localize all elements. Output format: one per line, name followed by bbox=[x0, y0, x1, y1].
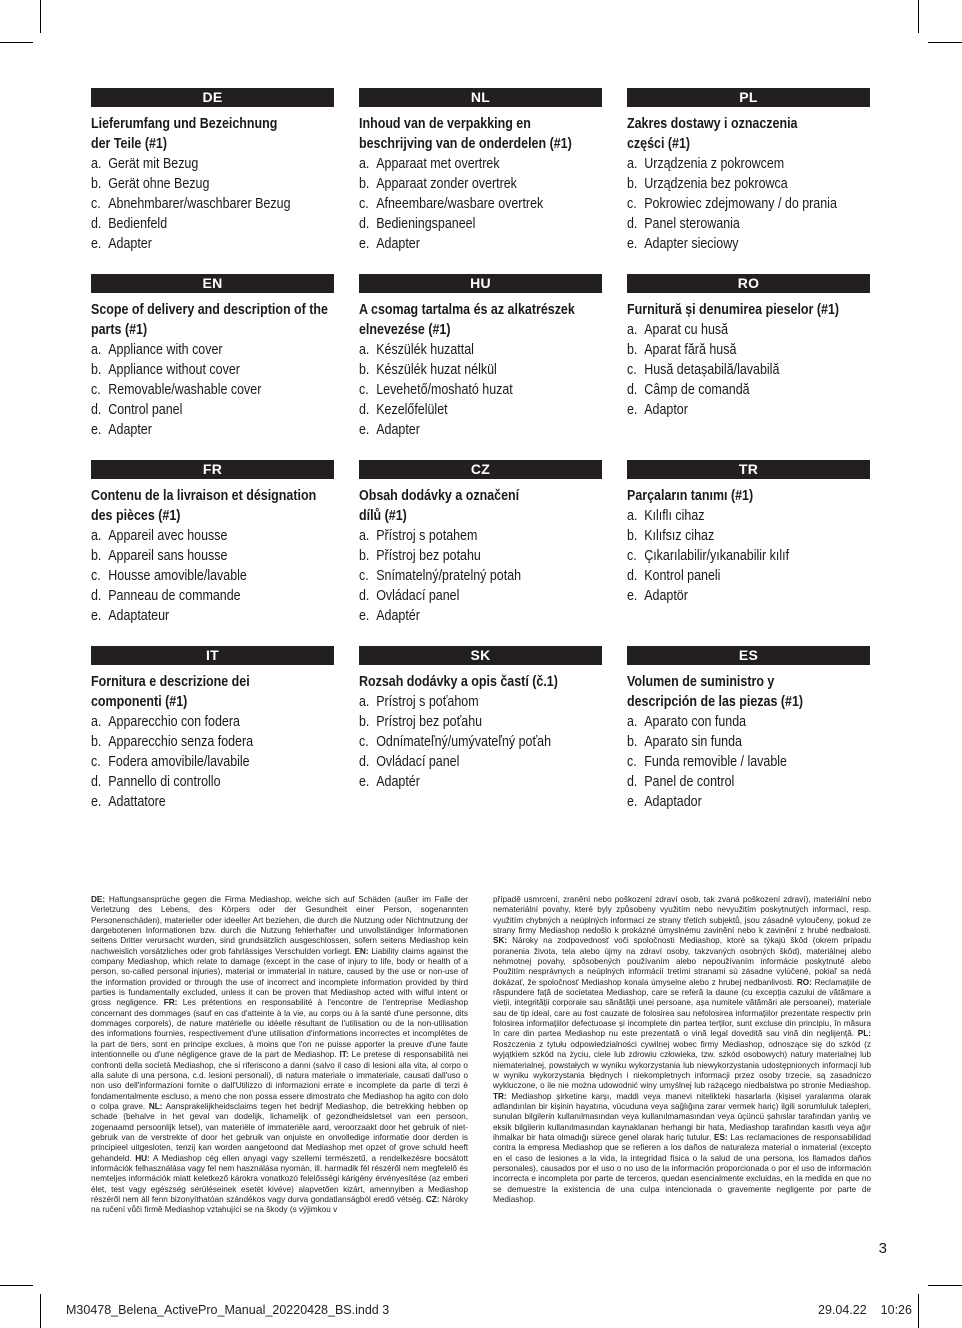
item-letter: d. bbox=[359, 588, 370, 604]
item-text: Abnehmbarer/waschbarer Bezug bbox=[108, 196, 291, 212]
parts-list bbox=[359, 154, 602, 254]
list-item bbox=[627, 360, 869, 380]
legal-lang-code: FR: bbox=[163, 998, 178, 1008]
section-title bbox=[627, 672, 869, 712]
list-item bbox=[91, 194, 333, 214]
list-item bbox=[91, 214, 333, 234]
item-letter: c. bbox=[359, 568, 369, 584]
item-text: Adaptateur bbox=[108, 608, 170, 624]
list-item bbox=[91, 360, 333, 380]
list-item bbox=[627, 752, 869, 772]
language-sections-grid bbox=[91, 88, 871, 832]
item-text: Snímatelný/pratelný potah bbox=[376, 568, 522, 584]
item-text: Aparat cu husă bbox=[644, 322, 729, 338]
item-text: Adapter bbox=[376, 422, 420, 438]
item-letter: e. bbox=[359, 236, 370, 252]
item-text: Apparaat zonder overtrek bbox=[376, 176, 517, 192]
item-letter: c. bbox=[91, 196, 101, 212]
section-nl bbox=[359, 88, 602, 274]
list-item bbox=[91, 420, 333, 440]
section-title-line: Rozsah dodávky a opis častí (č.1) bbox=[359, 674, 558, 690]
section-title bbox=[91, 672, 333, 712]
section-en bbox=[91, 274, 334, 460]
section-title bbox=[359, 486, 601, 526]
section-title bbox=[627, 300, 869, 320]
list-item bbox=[627, 772, 869, 792]
list-item bbox=[627, 586, 869, 606]
list-item bbox=[627, 174, 869, 194]
item-text: Control panel bbox=[108, 402, 183, 418]
item-text: Removable/washable cover bbox=[108, 382, 262, 398]
section-de bbox=[91, 88, 334, 274]
list-item bbox=[359, 526, 601, 546]
legal-lang-code: PL: bbox=[857, 1029, 871, 1039]
item-letter: d. bbox=[627, 382, 638, 398]
item-letter: a. bbox=[91, 528, 102, 544]
item-text: Adaptér bbox=[376, 608, 420, 624]
list-item bbox=[359, 712, 601, 732]
item-letter: e. bbox=[627, 588, 638, 604]
item-text: Husă detașabilă/lavabilă bbox=[644, 362, 780, 378]
list-item bbox=[359, 214, 601, 234]
item-letter: e. bbox=[91, 794, 102, 810]
item-letter: b. bbox=[627, 342, 638, 358]
item-letter: c. bbox=[627, 754, 637, 770]
item-text: Gerät mit Bezug bbox=[108, 156, 199, 172]
language-header: FR bbox=[91, 460, 334, 479]
parts-list bbox=[91, 526, 334, 626]
item-letter: a. bbox=[91, 342, 102, 358]
footer-timestamp bbox=[818, 1303, 912, 1317]
language-header: DE bbox=[91, 88, 334, 107]
item-text: Çıkarılabilir/yıkanabilir kılıf bbox=[644, 548, 790, 564]
list-item bbox=[91, 566, 333, 586]
item-letter: a. bbox=[359, 694, 370, 710]
item-text: Kezelőfelület bbox=[376, 402, 448, 418]
legal-text: Las reclamaciones de responsabilidad contra la empresa Mediashop que se refieren a los daños de naturaleza material o inmaterial (excepto en el caso de lesiones a la vida, la integridad física o la salud de una persona, los llamados daños personales), causados por el uso o no uso de la información proporcionada o por el uso de información incorrecta e incompleta por parte de terceros, quedan esencialmente excluidas, en la medida en que no se demuestre la existencia de una culpa intencionada o gravemente negligente por parte de Mediashop. bbox=[493, 1132, 871, 1204]
list-item bbox=[627, 566, 869, 586]
item-text: Appliance with cover bbox=[108, 342, 223, 358]
parts-list bbox=[359, 340, 602, 440]
list-item bbox=[91, 732, 333, 752]
legal-text: případě usmrcení, zranění nebo poškození zdraví osob, tak zvaná poškození zdraví), materiální nebo nemateriální povahy, které byly způsobeny využitím nebo nevyužitím poskytnutých informací, resp. využitím chybných a neúplných informací ze strany třetích subjektů, jsou zásadně vyloučeny, pokud ze strany firmy Mediashop nedošlo k prokázné úmyslnému zavinění nebo k zavinění z hrubé nedbalosti. bbox=[493, 895, 871, 936]
parts-list bbox=[359, 526, 602, 626]
list-item bbox=[627, 732, 869, 752]
legal-lang-code: EN: bbox=[354, 946, 369, 956]
section-title-line: Furnitură și denumirea pieselor (#1) bbox=[627, 302, 840, 318]
section-title-line: Scope of delivery and description of the bbox=[91, 302, 328, 318]
legal-lang-code: HU: bbox=[135, 1153, 150, 1163]
item-text: Appareil avec housse bbox=[108, 528, 228, 544]
legal-lang-code: SK: bbox=[493, 936, 508, 946]
item-text: Aparat fără husă bbox=[644, 342, 737, 358]
parts-list bbox=[627, 154, 870, 254]
parts-list bbox=[627, 320, 870, 420]
item-text: Prístroj bez poťahu bbox=[376, 714, 483, 730]
crop-mark-top-left-h bbox=[0, 42, 33, 43]
legal-text: Le pretese di responsabilità nei confronti della società Mediashop, che si riferiscono a danni (salvo il caso di lesioni alla vita, al corpo o alla salute di una persona, c.d. lesioni personali), di natura materiale o immateriale, causati dall'uso o non uso dell'informazioni fornite o dall'Utilizzo di informazioni errate e incomplete da parte di terzi è fondamentalmente escluso, a meno che non possa essere dimostrato che Mediashop ha agito con dolo o colpa grave. bbox=[91, 1050, 468, 1111]
item-letter: c. bbox=[91, 754, 101, 770]
crop-mark-bottom-right-v bbox=[918, 1294, 919, 1328]
item-text: Adaptador bbox=[644, 794, 702, 810]
section-title-line: der Teile (#1) bbox=[91, 136, 168, 152]
section-title-line: beschrijving van de onderdelen (#1) bbox=[359, 136, 572, 152]
legal-text: Nároky na zodpovednosť voči spoločnosti Mediashop, ktoré sa týkajú škôd (okrem prípadu poranenia života, tela alebo újmy na zdraví osoby, takzvaných osobných škôd), materiálnej alebo nehmotnej povahy, spôsobených používaním alebo nepoužívaním informácie poskytnuté alebo Použitím nesprávnych a neúplných informácií tretími stranami sú zásadne vylúčené, pokiaľ sa nedá dokázať, že spoločnosť Mediashop konala úmyselne alebo z hrubej nedbanlivosti. bbox=[493, 936, 871, 987]
item-letter: c. bbox=[359, 196, 369, 212]
legal-lang-code: RO: bbox=[796, 977, 812, 987]
item-letter: b. bbox=[91, 176, 102, 192]
legal-text: Reclamațiile de răspundere față de societatea Mediashop, care se referă la daune (cu excepția cazului de vătămare a vieții, integrității corporale sau sănătății unei persoane, așa numitele vătămări ale persoanei), materiale sau de tip ideal, care au fost cauzate de folosirea sau nefolosirea informațiilor prezentate respectiv prin folosirea informațiilor defectuoase și incomplete din partea terților, sunt excluse din principiu, în măsura în care din partea Mediashop nu este prezentată o vină legal dovedită sau vină din neglijență. bbox=[493, 977, 872, 1039]
section-title-line: Zakres dostawy i oznaczenia bbox=[627, 116, 798, 132]
item-letter: d. bbox=[91, 216, 102, 232]
item-letter: d. bbox=[627, 774, 638, 790]
list-item bbox=[359, 174, 601, 194]
crop-mark-bottom-right-h bbox=[928, 1285, 962, 1286]
item-letter: a. bbox=[91, 714, 102, 730]
item-text: Kılıfsız cihaz bbox=[644, 528, 715, 544]
list-item bbox=[627, 712, 869, 732]
list-item bbox=[627, 320, 869, 340]
section-title bbox=[627, 114, 869, 154]
item-letter: b. bbox=[627, 176, 638, 192]
legal-disclaimer-left bbox=[91, 895, 468, 1216]
item-letter: b. bbox=[359, 714, 370, 730]
list-item bbox=[627, 234, 869, 254]
legal-text: Haftungsansprüche gegen die Firma Mediashop, welche sich auf Schäden (außer im Falle der Verletzung des Lebens, des Körpers oder der Gesundheit einer Person, sogenannten Personenschäden), materieller oder ideeller Art beziehen, die durch die Nutzung oder Nichtnutzung der dargebotenen Informationen bzw. durch die Nutzung fehlerhafter und unvollständiger Informationen seitens Dritter verursacht wurden, sind grundsätzlich ausgeschlossen, sofern seitens Mediashop kein nachweislich vorsätzliches oder grob fahrlässiges Verschulden vorliegt. bbox=[91, 895, 468, 956]
legal-text: Aansprakelijkheidsclaims tegen het bedrijf Mediashop, die betrekking hebben op schade (behalve in het geval van dodelijk, lichamelijk of gezondheidsletsel van een persoon, zogenaamd persoonlijk letsel), van materiële of immateriële aard, veroorzaakt door het gebruik of niet-gebruik van de verstrekte of door het gebruik van onjuiste en onvolledige informatie door derden is principieel uitgesloten, tenzij kan worden aangetoond dat Mediashop met opzet of grove schuld heeft gehandeld. bbox=[91, 1101, 468, 1163]
list-item bbox=[91, 712, 333, 732]
language-header: NL bbox=[359, 88, 602, 107]
parts-list bbox=[627, 506, 870, 606]
list-item bbox=[359, 692, 601, 712]
section-pl bbox=[627, 88, 870, 274]
list-item bbox=[627, 792, 869, 812]
parts-list bbox=[91, 154, 334, 254]
section-title-line: części (#1) bbox=[627, 136, 691, 152]
list-item bbox=[91, 752, 333, 772]
footer-time: 10:26 bbox=[880, 1303, 912, 1317]
parts-list bbox=[627, 712, 870, 812]
list-item bbox=[359, 752, 601, 772]
item-text: Adaptor bbox=[644, 402, 688, 418]
item-letter: e. bbox=[359, 774, 370, 790]
legal-text: Roszczenia z tytułu odpowiedzialności cywilnej wobec firmy Mediashop, odnoszące się do szkód (z wyjątkiem szkód na życiu, ciele lub zdrowiu człowieka, tzw. szkód osobowych) natury materialnej lub niematerialnej, powstałych w wyniku wykorzystania lub niewykorzystania udostępnionych informacji lub w wyniku wykorzystania błędnych i niekompletnych informacji przez osoby trzecie, są zasadniczo wykluczone, o ile nie można udowodnić winy umyślnej lub rażącego niedbalstwa po stronie Mediashop. bbox=[493, 1039, 871, 1091]
list-item bbox=[627, 546, 869, 566]
item-text: Afneembare/wasbare overtrek bbox=[376, 196, 544, 212]
language-header: SK bbox=[359, 646, 602, 665]
item-text: Ovládací panel bbox=[376, 754, 460, 770]
item-letter: a. bbox=[359, 342, 370, 358]
item-text: Adapter bbox=[108, 236, 152, 252]
section-sk bbox=[359, 646, 602, 832]
list-item bbox=[627, 194, 869, 214]
item-letter: e. bbox=[91, 608, 102, 624]
item-letter: a. bbox=[627, 156, 638, 172]
item-letter: b. bbox=[359, 362, 370, 378]
item-letter: d. bbox=[359, 216, 370, 232]
list-item bbox=[359, 566, 601, 586]
legal-lang-code: TR: bbox=[493, 1091, 507, 1101]
item-text: Kılıflı cihaz bbox=[644, 508, 705, 524]
item-letter: b. bbox=[359, 548, 370, 564]
item-letter: c. bbox=[627, 548, 637, 564]
list-item bbox=[359, 154, 601, 174]
item-text: Urządzenia bez pokrowca bbox=[644, 176, 788, 192]
item-letter: b. bbox=[359, 176, 370, 192]
item-text: Adattatore bbox=[108, 794, 166, 810]
section-title-line: des pièces (#1) bbox=[91, 508, 181, 524]
item-letter: e. bbox=[359, 422, 370, 438]
language-header: IT bbox=[91, 646, 334, 665]
item-text: Přístroj bez potahu bbox=[376, 548, 481, 564]
parts-list bbox=[91, 712, 334, 812]
section-title-line: dílů (#1) bbox=[359, 508, 407, 524]
item-text: Aparato sin funda bbox=[644, 734, 742, 750]
legal-text: Nároky na ručení vůči firmě Mediashop vztahující se na škody (s výjimkou v bbox=[91, 1194, 468, 1215]
list-item bbox=[627, 380, 869, 400]
legal-text: Les prétentions en responsabilité à l'encontre de l'entreprise Mediashop concernant des dommages (sauf en cas d'atteinte à la vie, au corps ou à la santé d'une personne, dits dommages corporels), de nature matérielle ou idéelle résultant de l'utilisation ou de la non-utilisation des informations fournies, respectivement d'une utilisation d'informations incorrectes et incomplètes de la part de tiers, sont en principe exclues, à moins que l'on ne puisse apporter la preuve d'une faute intentionnelle ou d'une négligence grave de la part de Mediashop. bbox=[91, 998, 469, 1060]
section-es bbox=[627, 646, 870, 832]
item-text: Készülék huzattal bbox=[376, 342, 474, 358]
item-letter: e. bbox=[627, 402, 638, 418]
list-item bbox=[359, 420, 601, 440]
crop-mark-top-left-v bbox=[40, 0, 41, 33]
section-title-line: elnevezése (#1) bbox=[359, 322, 451, 338]
legal-lang-code: IT: bbox=[339, 1050, 349, 1060]
list-item bbox=[91, 526, 333, 546]
item-text: Pokrowiec zdejmowany / do prania bbox=[644, 196, 837, 212]
item-text: Prístroj s poťahom bbox=[376, 694, 479, 710]
item-letter: d. bbox=[359, 754, 370, 770]
item-text: Housse amovible/lavable bbox=[108, 568, 247, 584]
list-item bbox=[359, 360, 601, 380]
item-letter: a. bbox=[359, 156, 370, 172]
item-text: Appliance without cover bbox=[108, 362, 240, 378]
section-ro bbox=[627, 274, 870, 460]
item-text: Kontrol paneli bbox=[644, 568, 721, 584]
list-item bbox=[359, 400, 601, 420]
list-item bbox=[627, 154, 869, 174]
list-item bbox=[359, 606, 601, 626]
list-item bbox=[359, 586, 601, 606]
item-letter: c. bbox=[627, 362, 637, 378]
item-text: Bedienfeld bbox=[108, 216, 168, 232]
list-item bbox=[359, 732, 601, 752]
section-title-line: Inhoud van de verpakking en bbox=[359, 116, 531, 132]
item-letter: c. bbox=[91, 568, 101, 584]
item-text: Apparaat met overtrek bbox=[376, 156, 500, 172]
language-header: PL bbox=[627, 88, 870, 107]
section-hu bbox=[359, 274, 602, 460]
item-text: Panel sterowania bbox=[644, 216, 740, 232]
section-title bbox=[359, 300, 601, 340]
item-text: Bedieningspaneel bbox=[376, 216, 476, 232]
legal-text: A Mediashop cég ellen anyagi vagy szellemi természetű, a rendelkezésre bocsátott információk felhasználása vagy fel nem használása nyomán, ill. harmadik fél részéről nem megfelelő és nemteljes információk miatt keletkező károkra vonatkozó felelősségi kárigény érvényesítése (az emberi élet, test vagy egészség sérüléseinek esetét kivéve) alapvetően kizárt, amennyiben a Mediashop részéről nem áll fenn bizonyíthatóan szándékos vagy durva gondatlanságból eredő vétség. bbox=[91, 1153, 469, 1204]
list-item bbox=[91, 174, 333, 194]
language-header: CZ bbox=[359, 460, 602, 479]
item-letter: c. bbox=[91, 382, 101, 398]
parts-list bbox=[359, 692, 602, 792]
item-text: Apparecchio senza fodera bbox=[108, 734, 254, 750]
item-text: Fodera amovibile/lavabile bbox=[108, 754, 250, 770]
section-title-line: Lieferumfang und Bezeichnung bbox=[91, 116, 278, 132]
footer-date: 29.04.22 bbox=[818, 1303, 867, 1317]
language-header: HU bbox=[359, 274, 602, 293]
section-title bbox=[359, 672, 601, 692]
language-header: EN bbox=[91, 274, 334, 293]
item-text: Panel de control bbox=[644, 774, 735, 790]
section-title-line: Obsah dodávky a označení bbox=[359, 488, 520, 504]
item-letter: a. bbox=[91, 156, 102, 172]
item-text: Přístroj s potahem bbox=[376, 528, 478, 544]
item-text: Adapter bbox=[376, 236, 420, 252]
legal-lang-code: ES: bbox=[714, 1132, 728, 1142]
section-it bbox=[91, 646, 334, 832]
item-letter: c. bbox=[359, 382, 369, 398]
section-title-line: Volumen de suministro y bbox=[627, 674, 775, 690]
crop-mark-top-right-h bbox=[928, 42, 962, 43]
list-item bbox=[627, 526, 869, 546]
item-text: Appareil sans housse bbox=[108, 548, 228, 564]
list-item bbox=[91, 380, 333, 400]
item-text: Câmp de comandă bbox=[644, 382, 750, 398]
list-item bbox=[359, 380, 601, 400]
section-title-line: descripción de las piezas (#1) bbox=[627, 694, 804, 710]
item-letter: b. bbox=[91, 734, 102, 750]
list-item bbox=[359, 772, 601, 792]
language-header: TR bbox=[627, 460, 870, 479]
section-title-line: componenti (#1) bbox=[91, 694, 188, 710]
list-item bbox=[91, 586, 333, 606]
item-text: Készülék huzat nélkül bbox=[376, 362, 497, 378]
item-letter: a. bbox=[359, 528, 370, 544]
list-item bbox=[627, 506, 869, 526]
item-text: Pannello di controllo bbox=[108, 774, 221, 790]
list-item bbox=[91, 340, 333, 360]
legal-disclaimer-right bbox=[493, 895, 871, 1205]
item-text: Apparecchio con fodera bbox=[108, 714, 240, 730]
section-title bbox=[91, 486, 333, 526]
list-item bbox=[627, 400, 869, 420]
item-text: Adaptör bbox=[644, 588, 688, 604]
section-fr bbox=[91, 460, 334, 646]
legal-lang-code: DE: bbox=[91, 895, 106, 904]
item-text: Adaptér bbox=[376, 774, 420, 790]
legal-text: Liability claims against the company Mediashop, which relate to damage (except in the case of injury to life, body or health of a person, so-called personal injuries), material or immaterial in nature, caused by the use or non-use of the information provided or through the use of incorrect and incomplete information provided by third parties is fundamentally excluded, unless it can be proven that Mediashop acted with wilful intent or gross negligence. bbox=[91, 946, 469, 1008]
crop-mark-top-right-v bbox=[918, 0, 919, 33]
item-letter: e. bbox=[359, 608, 370, 624]
section-title bbox=[627, 486, 869, 506]
section-title bbox=[91, 114, 333, 154]
item-text: Gerät ohne Bezug bbox=[108, 176, 210, 192]
list-item bbox=[91, 606, 333, 626]
item-letter: d. bbox=[91, 588, 102, 604]
page-number: 3 bbox=[878, 1240, 887, 1257]
item-letter: d. bbox=[627, 216, 638, 232]
item-letter: e. bbox=[91, 422, 102, 438]
item-letter: a. bbox=[627, 714, 638, 730]
item-letter: c. bbox=[627, 196, 637, 212]
item-letter: d. bbox=[91, 774, 102, 790]
language-header: ES bbox=[627, 646, 870, 665]
item-text: Adapter sieciowy bbox=[644, 236, 739, 252]
list-item bbox=[91, 154, 333, 174]
item-text: Aparato con funda bbox=[644, 714, 747, 730]
item-text: Ovládací panel bbox=[376, 588, 460, 604]
list-item bbox=[359, 194, 601, 214]
section-title bbox=[359, 114, 601, 154]
item-text: Panneau de commande bbox=[108, 588, 241, 604]
footer-filename: M30478_Belena_ActivePro_Manual_20220428_BS.indd 3 bbox=[66, 1303, 390, 1317]
item-letter: c. bbox=[359, 734, 369, 750]
item-letter: b. bbox=[91, 548, 102, 564]
item-letter: d. bbox=[359, 402, 370, 418]
item-letter: d. bbox=[91, 402, 102, 418]
section-cz bbox=[359, 460, 602, 646]
section-title-line: parts (#1) bbox=[91, 322, 148, 338]
item-letter: d. bbox=[627, 568, 638, 584]
list-item bbox=[91, 234, 333, 254]
list-item bbox=[359, 234, 601, 254]
section-title-line: Parçaların tanımı (#1) bbox=[627, 488, 754, 504]
list-item bbox=[359, 546, 601, 566]
section-tr bbox=[627, 460, 870, 646]
crop-mark-bottom-left-h bbox=[0, 1285, 33, 1286]
item-text: Urządzenia z pokrowcem bbox=[644, 156, 785, 172]
item-letter: a. bbox=[627, 508, 638, 524]
list-item bbox=[627, 214, 869, 234]
list-item bbox=[91, 546, 333, 566]
item-letter: e. bbox=[91, 236, 102, 252]
legal-text: Mediashop şirketine karşı, maddi veya manevi nitelikteki hasarlarla (kişisel yaralanma olarak adlandırılan bir kişinin hayatına, vücuduna veya sağlığına zarar vermek hariç) ilgili sorumluluk talepleri, sunulan bilgilerin kullanılmasından veya kullanılmamasından veya üçüncü şahıslar tarafından yanlış ve eksik bilgilerin kullanılmasından kaynaklanan herhangi bir hata, Mediashop tarafından kasıtlı veya ağır ihmalkar bir hata olmadığı sürece genel olarak hariç tutulur. bbox=[493, 1091, 871, 1142]
item-letter: e. bbox=[627, 794, 638, 810]
crop-mark-bottom-left-v bbox=[40, 1294, 41, 1328]
section-title-line: Fornitura e descrizione dei bbox=[91, 674, 250, 690]
section-title bbox=[91, 300, 333, 340]
list-item bbox=[91, 772, 333, 792]
section-title-line: A csomag tartalma és az alkatrészek bbox=[359, 302, 575, 318]
item-text: Levehető/mosható huzat bbox=[376, 382, 513, 398]
item-text: Odnímateľný/umývateľný poťah bbox=[376, 734, 552, 750]
item-letter: b. bbox=[627, 528, 638, 544]
section-title-line: Contenu de la livraison et désignation bbox=[91, 488, 317, 504]
list-item bbox=[627, 340, 869, 360]
legal-lang-code: CZ: bbox=[425, 1194, 440, 1204]
list-item bbox=[359, 340, 601, 360]
item-text: Adapter bbox=[108, 422, 152, 438]
legal-lang-code: NL: bbox=[148, 1101, 163, 1111]
item-letter: e. bbox=[627, 236, 638, 252]
item-letter: b. bbox=[91, 362, 102, 378]
list-item bbox=[91, 400, 333, 420]
item-text: Funda removible / lavable bbox=[644, 754, 788, 770]
parts-list bbox=[91, 340, 334, 440]
list-item bbox=[91, 792, 333, 812]
item-letter: a. bbox=[627, 322, 638, 338]
language-header: RO bbox=[627, 274, 870, 293]
item-letter: b. bbox=[627, 734, 638, 750]
